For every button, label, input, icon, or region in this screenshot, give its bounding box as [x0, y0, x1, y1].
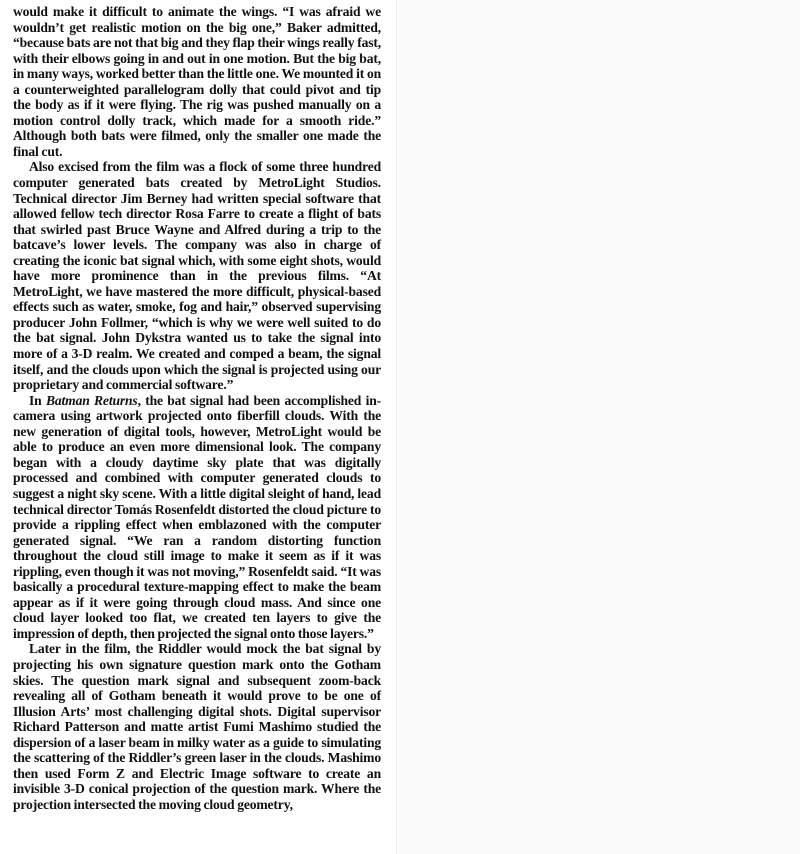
paragraph-3-text-start: In — [29, 392, 46, 408]
paragraph-2 — [13, 159, 381, 392]
column-divider — [396, 0, 397, 854]
film-title-italic: Batman Returns — [45, 392, 138, 408]
paragraph-1 — [13, 4, 381, 159]
article-text-column — [13, 4, 381, 812]
paragraph-3-text-rest: , the bat signal had been accomplished in-camera using artwork projected onto fiberfill clouds. With the new generation of digital tools, however, MetroLight would be able to produce an even more dimensional look. The company began with a cloudy daytime sky plate that was digitally processed and combined with computer generated clouds to suggest a night sky scene. With a little digital sleight of hand, lead technical director Tomás Rosenfeldt distorted the cloud picture to provide a rippling effect when emblazoned with the computer generated signal. “We ran a random distorting function throughout the cloud still image to make it seem as if it was rippling, even though it was not moving,” Rosenfeldt said. “It was basically a procedural texture-mapping effect to make the beam appear as if it were going through cloud mass. And since one cloud layer looked too flat, we created ten layers to give the impression of depth, then projected the signal onto those layers.” — [13, 392, 381, 641]
paragraph-3 — [13, 393, 381, 642]
paragraph-2-text: Also excised from the film was a flock of some three hundred computer generated bats created by MetroLight Studios. Technical director Jim Berney had written special software that allowed fellow tech director Rosa Farre to create a flight of bats that swirled past Bruce Wayne and Alfred during a trip to the batcave’s lower levels. The company was also in charge of creating the iconic bat signal which, with some eight shots, would have more prominence than in the previous films. “At MetroLight, we have mastered the more difficult, physical-based effects such as water, smoke, fog and hair,” observed supervising producer John Follmer, “which is why we were well suited to do the bat signal. John Dykstra wanted us to take the signal into more of a 3-D realm. We created and comped a beam, the signal itself, and the clouds upon which the signal is projected using our proprietary and commercial software.” — [13, 159, 381, 393]
paragraph-4-text: Later in the film, the Riddler would mock the bat signal by projecting his own signature question mark onto the Gotham skies. The question mark signal and subsequent zoom-back revealing all of Gotham beneath it would prove to be one of Illusion Arts’ most challenging digital shots. Digital supervisor Richard Patterson and matte artist Fumi Mashimo studied the dispersion of a laser beam in milky water as a guide to simulating the scattering of the Riddler’s green laser in the clouds. Mashimo then used Form Z and Electric Image software to create an invisible 3-D conical projection of the question mark. Where the projection intersected the moving cloud geometry, — [13, 641, 381, 812]
paragraph-1-text: would make it difficult to animate the wings. “I was afraid we wouldn’t get realistic motion on the big one,” Baker admitted, “because bats are not that big and they flap their wings really fast, with their elbows going in and out in one motion. But the big bat, in many ways, worked better than the little one. We mounted it on a counterweighted parallelogram dolly that could pivot and tip the body as if it were flying. The rig was pushed manually on a motion control dolly track, which made for a smooth ride.” Although both bats were filmed, only the smaller one made the final cut. — [13, 4, 381, 159]
paragraph-4 — [13, 641, 381, 812]
blank-right-column — [398, 0, 800, 854]
